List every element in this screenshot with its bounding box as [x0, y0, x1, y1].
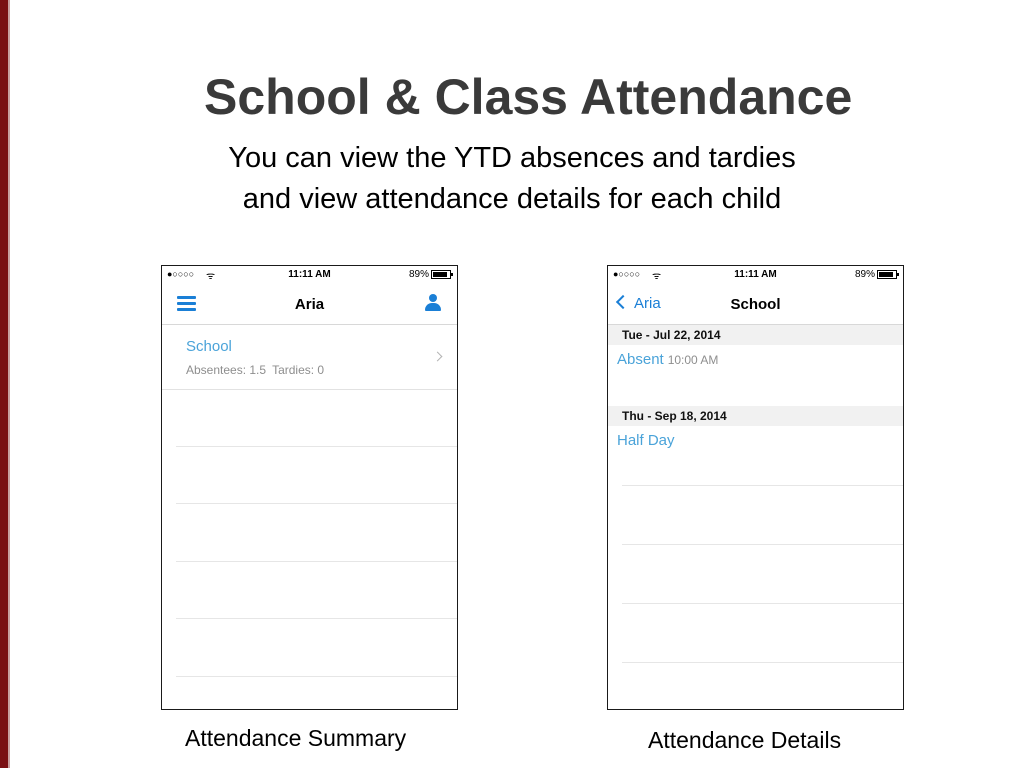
list-divider: [176, 676, 457, 677]
chevron-right-icon: [433, 352, 443, 362]
battery-indicator: [855, 269, 897, 280]
nav-bar: [162, 286, 457, 325]
date-section-header: Tue - Jul 22, 2014: [608, 325, 903, 345]
school-row-label: School: [186, 338, 232, 355]
battery-icon: [877, 270, 897, 279]
status-bar: [608, 266, 903, 284]
battery-indicator: [409, 269, 451, 280]
attendance-details-screenshot: [607, 265, 904, 710]
signal-icon: ●○○○○: [613, 269, 641, 279]
status-time: 11:11 AM: [288, 269, 331, 280]
status-time: 11:11 AM: [734, 269, 777, 280]
slide-title: School & Class Attendance: [204, 69, 853, 125]
list-divider: [622, 603, 903, 604]
slide-subtitle: You can view the YTD absences and tardies and view attendance details for each child: [228, 142, 796, 215]
caption-attendance-summary: Attendance Summary: [185, 725, 407, 751]
back-label: Aria: [634, 295, 661, 312]
list-divider: [176, 618, 457, 619]
absentees-count: Absentees: 1.5: [186, 363, 267, 377]
list-divider: [176, 446, 457, 447]
nav-title: Aria: [294, 296, 325, 313]
signal-icon: ●○○○○: [167, 269, 195, 279]
list-divider: [622, 544, 903, 545]
list-divider: [622, 485, 903, 486]
nav-bar: [608, 286, 903, 325]
attendance-summary-screenshot: [161, 265, 458, 710]
attendance-entry: [617, 432, 675, 449]
list-divider: [176, 561, 457, 562]
tardies-count: Tardies: 0: [272, 363, 325, 377]
nav-title: School: [730, 296, 781, 313]
list-divider: [176, 503, 457, 504]
user-icon[interactable]: [425, 294, 441, 312]
wifi-icon: ᯤ: [652, 271, 662, 282]
battery-icon: [431, 270, 451, 279]
school-attendance-row[interactable]: [162, 325, 457, 390]
entry-status: Half Day: [617, 432, 675, 449]
battery-percent: 89%: [408, 269, 429, 280]
wifi-icon: ᯤ: [206, 271, 216, 282]
school-row-stats: [186, 363, 330, 377]
slide-left-bar: [0, 0, 8, 768]
caption-attendance-details: Attendance Details: [648, 727, 842, 753]
date-section-header: Thu - Sep 18, 2014: [608, 406, 903, 426]
entry-time: 10:00 AM: [667, 353, 719, 367]
attendance-entry: [617, 351, 718, 368]
list-divider: [622, 662, 903, 663]
entry-status: Absent: [617, 351, 664, 368]
battery-percent: 89%: [854, 269, 875, 280]
status-bar: [162, 266, 457, 284]
